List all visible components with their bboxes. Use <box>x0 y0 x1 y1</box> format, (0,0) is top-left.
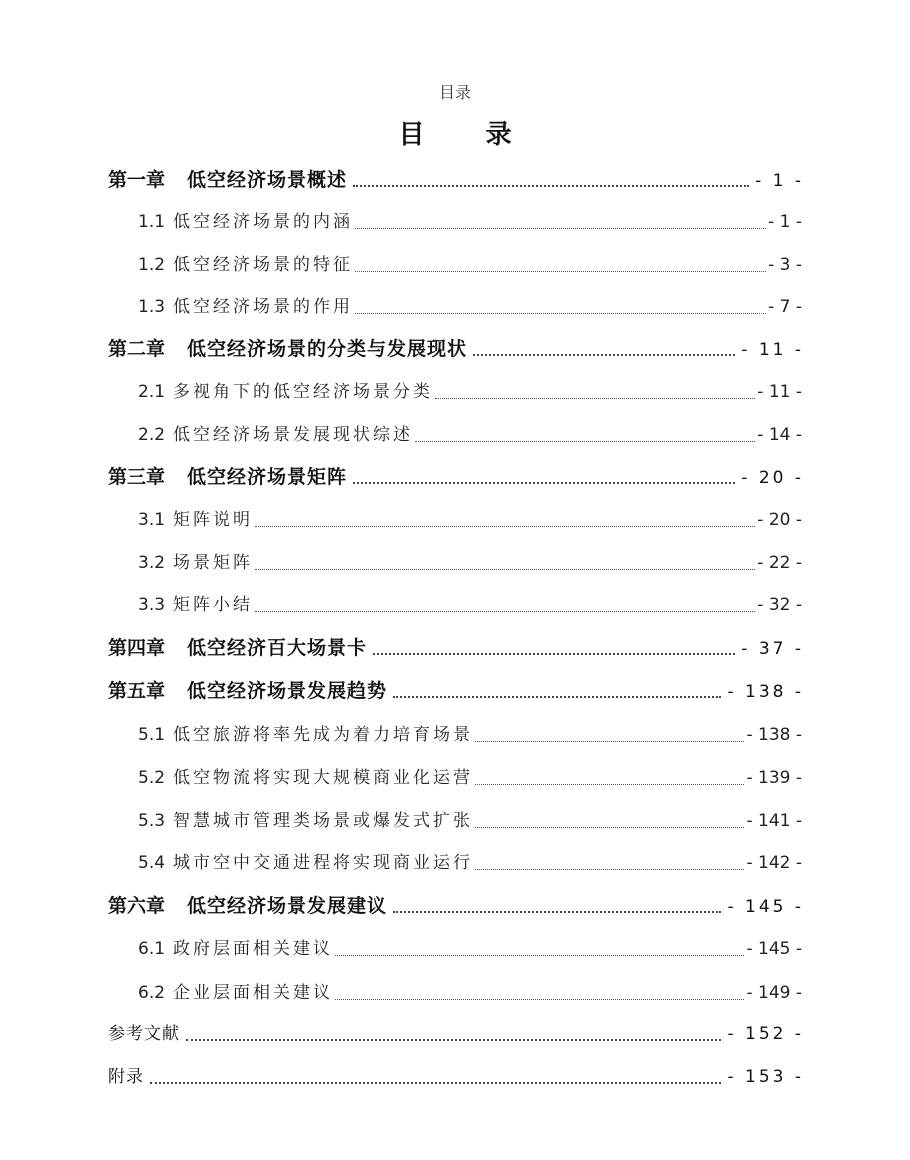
dot-leader <box>475 740 744 742</box>
toc-entry-page: - 20 - <box>757 510 802 530</box>
toc-entry-label: 矩阵说明 <box>173 510 254 530</box>
toc-entry-label: 低空经济场景发展建议 <box>187 895 388 917</box>
toc-entry-page: - 145 - <box>727 897 804 917</box>
toc-entry-label: 政府层面相关建议 <box>173 939 334 959</box>
toc-entry-number: 6.1 <box>138 939 166 959</box>
dot-leader <box>186 1038 721 1041</box>
toc-entry[interactable] <box>108 463 804 491</box>
dot-leader <box>393 695 721 698</box>
toc-entry-label: 场景矩阵 <box>173 553 254 573</box>
dot-leader <box>335 954 744 956</box>
toc-entry[interactable] <box>138 293 802 321</box>
toc-entry-page: - 149 - <box>746 983 802 1003</box>
dot-leader <box>475 868 744 870</box>
toc-entry-page: - 32 - <box>757 595 802 615</box>
dot-leader <box>393 910 721 913</box>
toc-entry-number: 第四章 <box>108 637 166 659</box>
toc-entry-label: 附录 <box>108 1067 144 1087</box>
dot-leader <box>473 353 735 356</box>
toc-entry[interactable] <box>138 721 802 749</box>
dot-leader <box>335 998 744 1000</box>
toc-entry[interactable] <box>138 251 802 279</box>
toc-entry-number: 1.2 <box>138 255 166 275</box>
toc-entry-label: 低空经济场景的分类与发展现状 <box>187 338 468 360</box>
toc-entry-page: - 138 - <box>746 725 802 745</box>
toc-entry-number: 第三章 <box>108 466 166 488</box>
toc-entry-label: 多视角下的低空经济场景分类 <box>173 382 434 402</box>
toc-entry[interactable] <box>138 979 802 1007</box>
dot-leader <box>415 440 755 442</box>
toc-entry-label: 智慧城市管理类场景或爆发式扩张 <box>173 811 474 831</box>
toc-entry[interactable] <box>138 208 802 236</box>
toc-entry-label: 低空经济场景的特征 <box>173 255 354 275</box>
toc-entry[interactable] <box>138 549 802 577</box>
toc-entry[interactable] <box>108 677 804 705</box>
toc-entry-page: - 11 - <box>757 382 802 402</box>
page-title: 目 录 <box>398 120 538 150</box>
toc-entry-page: - 20 - <box>741 468 804 488</box>
toc-entry[interactable] <box>138 935 802 963</box>
toc-entry[interactable] <box>138 849 802 877</box>
toc-entry-number: 5.3 <box>138 811 166 831</box>
toc-entry-label: 矩阵小结 <box>173 595 254 615</box>
dot-leader <box>255 568 755 570</box>
toc-entry[interactable] <box>138 378 802 406</box>
toc-entry-number: 6.2 <box>138 983 166 1003</box>
toc-entry-page: - 141 - <box>746 811 802 831</box>
dot-leader <box>353 184 749 187</box>
toc-entry-page: - 138 - <box>727 682 804 702</box>
dot-leader <box>150 1081 721 1084</box>
toc-entry-number: 2.2 <box>138 425 166 445</box>
toc-entry-label: 城市空中交通进程将实现商业运行 <box>173 853 474 873</box>
toc-entry-number: 2.1 <box>138 382 166 402</box>
toc-entry[interactable] <box>138 591 802 619</box>
dot-leader <box>255 610 755 612</box>
toc-entry-number: 第二章 <box>108 338 166 360</box>
toc-entry-page: - 145 - <box>746 939 802 959</box>
toc-entry-label: 低空旅游将率先成为着力培育场景 <box>173 725 474 745</box>
toc-entry-number: 3.3 <box>138 595 166 615</box>
toc-entry-number: 1.3 <box>138 297 166 317</box>
toc-entry[interactable] <box>108 1020 804 1048</box>
toc-entry[interactable] <box>108 1063 804 1091</box>
toc-entry-label: 低空经济场景矩阵 <box>187 466 348 488</box>
toc-entry[interactable] <box>138 421 802 449</box>
toc-entry-label: 低空经济场景的内涵 <box>173 212 354 232</box>
toc-entry[interactable] <box>108 634 804 662</box>
dot-leader <box>355 270 766 272</box>
toc-entry-label: 低空经济场景发展现状综述 <box>173 425 414 445</box>
dot-leader <box>255 525 755 527</box>
dot-leader <box>373 652 735 655</box>
toc-entry-label: 企业层面相关建议 <box>173 983 334 1003</box>
toc-entry-page: - 3 - <box>768 255 802 275</box>
toc-entry-page: - 22 - <box>757 553 802 573</box>
toc-entry-number: 第五章 <box>108 680 166 702</box>
toc-entry[interactable] <box>138 764 802 792</box>
dot-leader <box>353 481 735 484</box>
toc-entry[interactable] <box>108 166 804 194</box>
toc-entry[interactable] <box>138 807 802 835</box>
dot-leader <box>435 397 755 399</box>
page-header: 目录 <box>438 83 471 102</box>
toc-entry-label: 参考文献 <box>108 1024 180 1044</box>
toc-entry-page: - 142 - <box>746 853 802 873</box>
dot-leader <box>475 826 744 828</box>
toc-entry[interactable] <box>108 335 804 363</box>
toc-entry-number: 5.4 <box>138 853 166 873</box>
dot-leader <box>475 783 744 785</box>
toc-entry-page: - 11 - <box>741 340 804 360</box>
toc-entry-label: 低空经济场景概述 <box>187 169 348 191</box>
toc-entry-number: 第一章 <box>108 169 166 191</box>
toc-entry[interactable] <box>138 506 802 534</box>
toc-entry-page: - 1 - <box>755 171 804 191</box>
toc-entry-page: - 139 - <box>746 768 802 788</box>
toc-entry-page: - 1 - <box>768 212 802 232</box>
toc-entry-page: - 7 - <box>768 297 802 317</box>
toc-entry-number: 3.2 <box>138 553 166 573</box>
toc-entry-number: 5.2 <box>138 768 166 788</box>
dot-leader <box>355 312 766 314</box>
toc-entry-number: 3.1 <box>138 510 166 530</box>
toc-entry-label: 低空经济场景发展趋势 <box>187 680 388 702</box>
toc-entry-page: - 152 - <box>727 1024 804 1044</box>
toc-entry-label: 低空物流将实现大规模商业化运营 <box>173 768 474 788</box>
toc-entry-number: 5.1 <box>138 725 166 745</box>
toc-entry-label: 低空经济百大场景卡 <box>187 637 368 659</box>
toc-entry-page: - 14 - <box>757 425 802 445</box>
toc-entry-page: - 153 - <box>727 1067 804 1087</box>
toc-entry-number: 1.1 <box>138 212 166 232</box>
dot-leader <box>355 227 766 229</box>
toc-entry[interactable] <box>108 892 804 920</box>
toc-entry-page: - 37 - <box>741 639 804 659</box>
toc-entry-label: 低空经济场景的作用 <box>173 297 354 317</box>
toc-entry-number: 第六章 <box>108 895 166 917</box>
